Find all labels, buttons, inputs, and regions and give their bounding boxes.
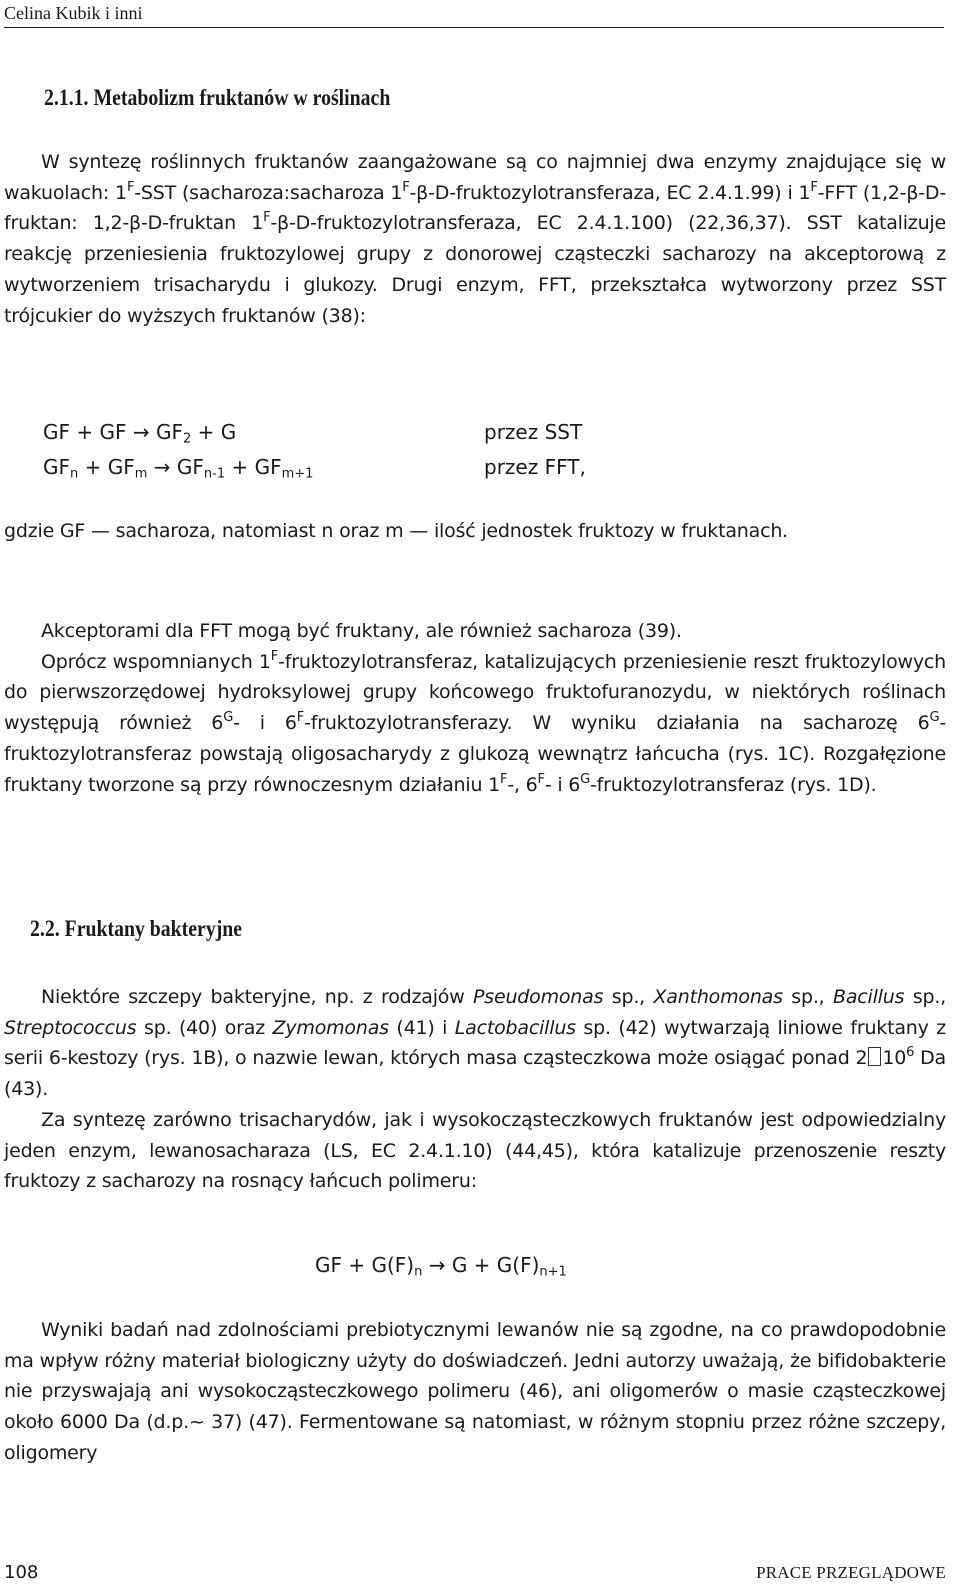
equation-levansucrase: GF + $G(F)_n \to G + G(F)_{n+1}$ (315, 1253, 567, 1280)
page-number: 108 (4, 1562, 39, 1583)
section-heading-2-1-1: 2.1.1. Metabolizm fruktanów w roślinach (44, 85, 391, 110)
equation-sst-right: przez SST (484, 420, 583, 444)
equation-fft-right: przez FFT, (484, 455, 586, 479)
running-header (4, 2, 944, 28)
equation-fft-left: $GF_n + GF_m \to GF_{n-1} + GF_{m+1}$ (43, 455, 314, 482)
header-authors: Celina Kubik i inni (4, 3, 143, 23)
paragraph-prebiotic: Wyniki badań nad zdolnościami prebiotycznymi lewanów nie są zgodne, na co prawdopodobnie ma wpływ różny materiał biologiczny użyty do doświadczeń. Jedni autorzy uważają, że bifidobakterie nie przyswajają ani wysokocząsteczkowego polimeru (46), ani oligomerów o masie cząsteczkowej około 6000 Da (d.p.~ 37) (47). Fermentowane są natomiast, w różnym stopniu przez różne szczepy, oligomery (4, 1319, 946, 1464)
equation-sst-left: GF + GF → $GF_2 + G$ (43, 420, 237, 447)
paragraph-where: gdzie GF — sacharoza, natomiast n oraz m — ilość jednostek fruktozy w fruktanach. (4, 520, 789, 542)
paragraph-bacterial: Niektóre szczepy bakteryjne, np. z rodzajów Pseudomonas sp., Xanthomonas sp., Bacillus sp., Streptococcus sp. (40) oraz Zymomonas (41) i Lactobacillus sp. (42) wytwarzają liniowe fruktany z serii 6-kestozy (rys. 1B), o nazwie lewan, których masa cząsteczkowa może osiągać ponad 2 $10^6$ Da (43). Za syntezę zarówno trisacharydów, jak i wysokocząsteczkowych fruktanów jest odpowiedzialny jeden enzym, lewanosacharaza (LS, EC 2.4.1.10) (44,45), która katalizuje przenoszenie reszty fruktozy z sacharozy na rosnący łańcuch polimeru: (4, 986, 946, 1193)
paragraph-acceptors: Akceptorami dla FFT mogą być fruktany, ale również sacharoza (39). Oprócz wspomnianych $1^F$-fruktozylotransferaz, katalizujących przeniesienie reszt fruktozylowych do pierwszorzędowej hydroksylowej grupy końcowego fruktofuranozydu, w niektórych roślinach występują również $6^G-$ i $6^F$-fruktozylotransferazy. W wyniku działania na sacharozę $6^G$-fruktozylotransferaz powstają oligosacharydy z glukozą wewnątrz łańcucha (rys. 1C). Rozgałęzione fruktany tworzone są przy równoczesnym działaniu $1^F-$, $6^F-$ i $6^G$-fruktozylotransferaz (rys. 1D). (4, 620, 946, 796)
section-heading-2-2: 2.2. Fruktany bakteryjne (30, 916, 243, 941)
journal-name: PRACE PRZEGLĄDOWE (756, 1563, 946, 1582)
missing-glyph-box (868, 1047, 881, 1066)
paragraph-synthesis: W syntezę roślinnych fruktanów zaangażowane są co najmniej dwa enzymy znajdujące się w wakuolach: $1^F$-SST (sacharoza:sacharoza $1^F-\beta-D$-fruktozylotransferaza, EC 2.4.1.99) i $1^F$-FFT (1,2-β-D-fruktan: 1,2-β-D-fruktan $1^F-\beta-D$-fruktozylotransferaza, EC 2.4.1.100) (22,36,37). SST katalizuje reakcję przeniesienia fruktozylowej grupy z donorowej cząsteczki sacharozy na akceptorową z wytworzeniem trisacharydu i glukozy. Drugi enzym, FFT, przekształca wytworzony przez SST trójcukier do wyższych fruktanów (38): (4, 151, 946, 327)
